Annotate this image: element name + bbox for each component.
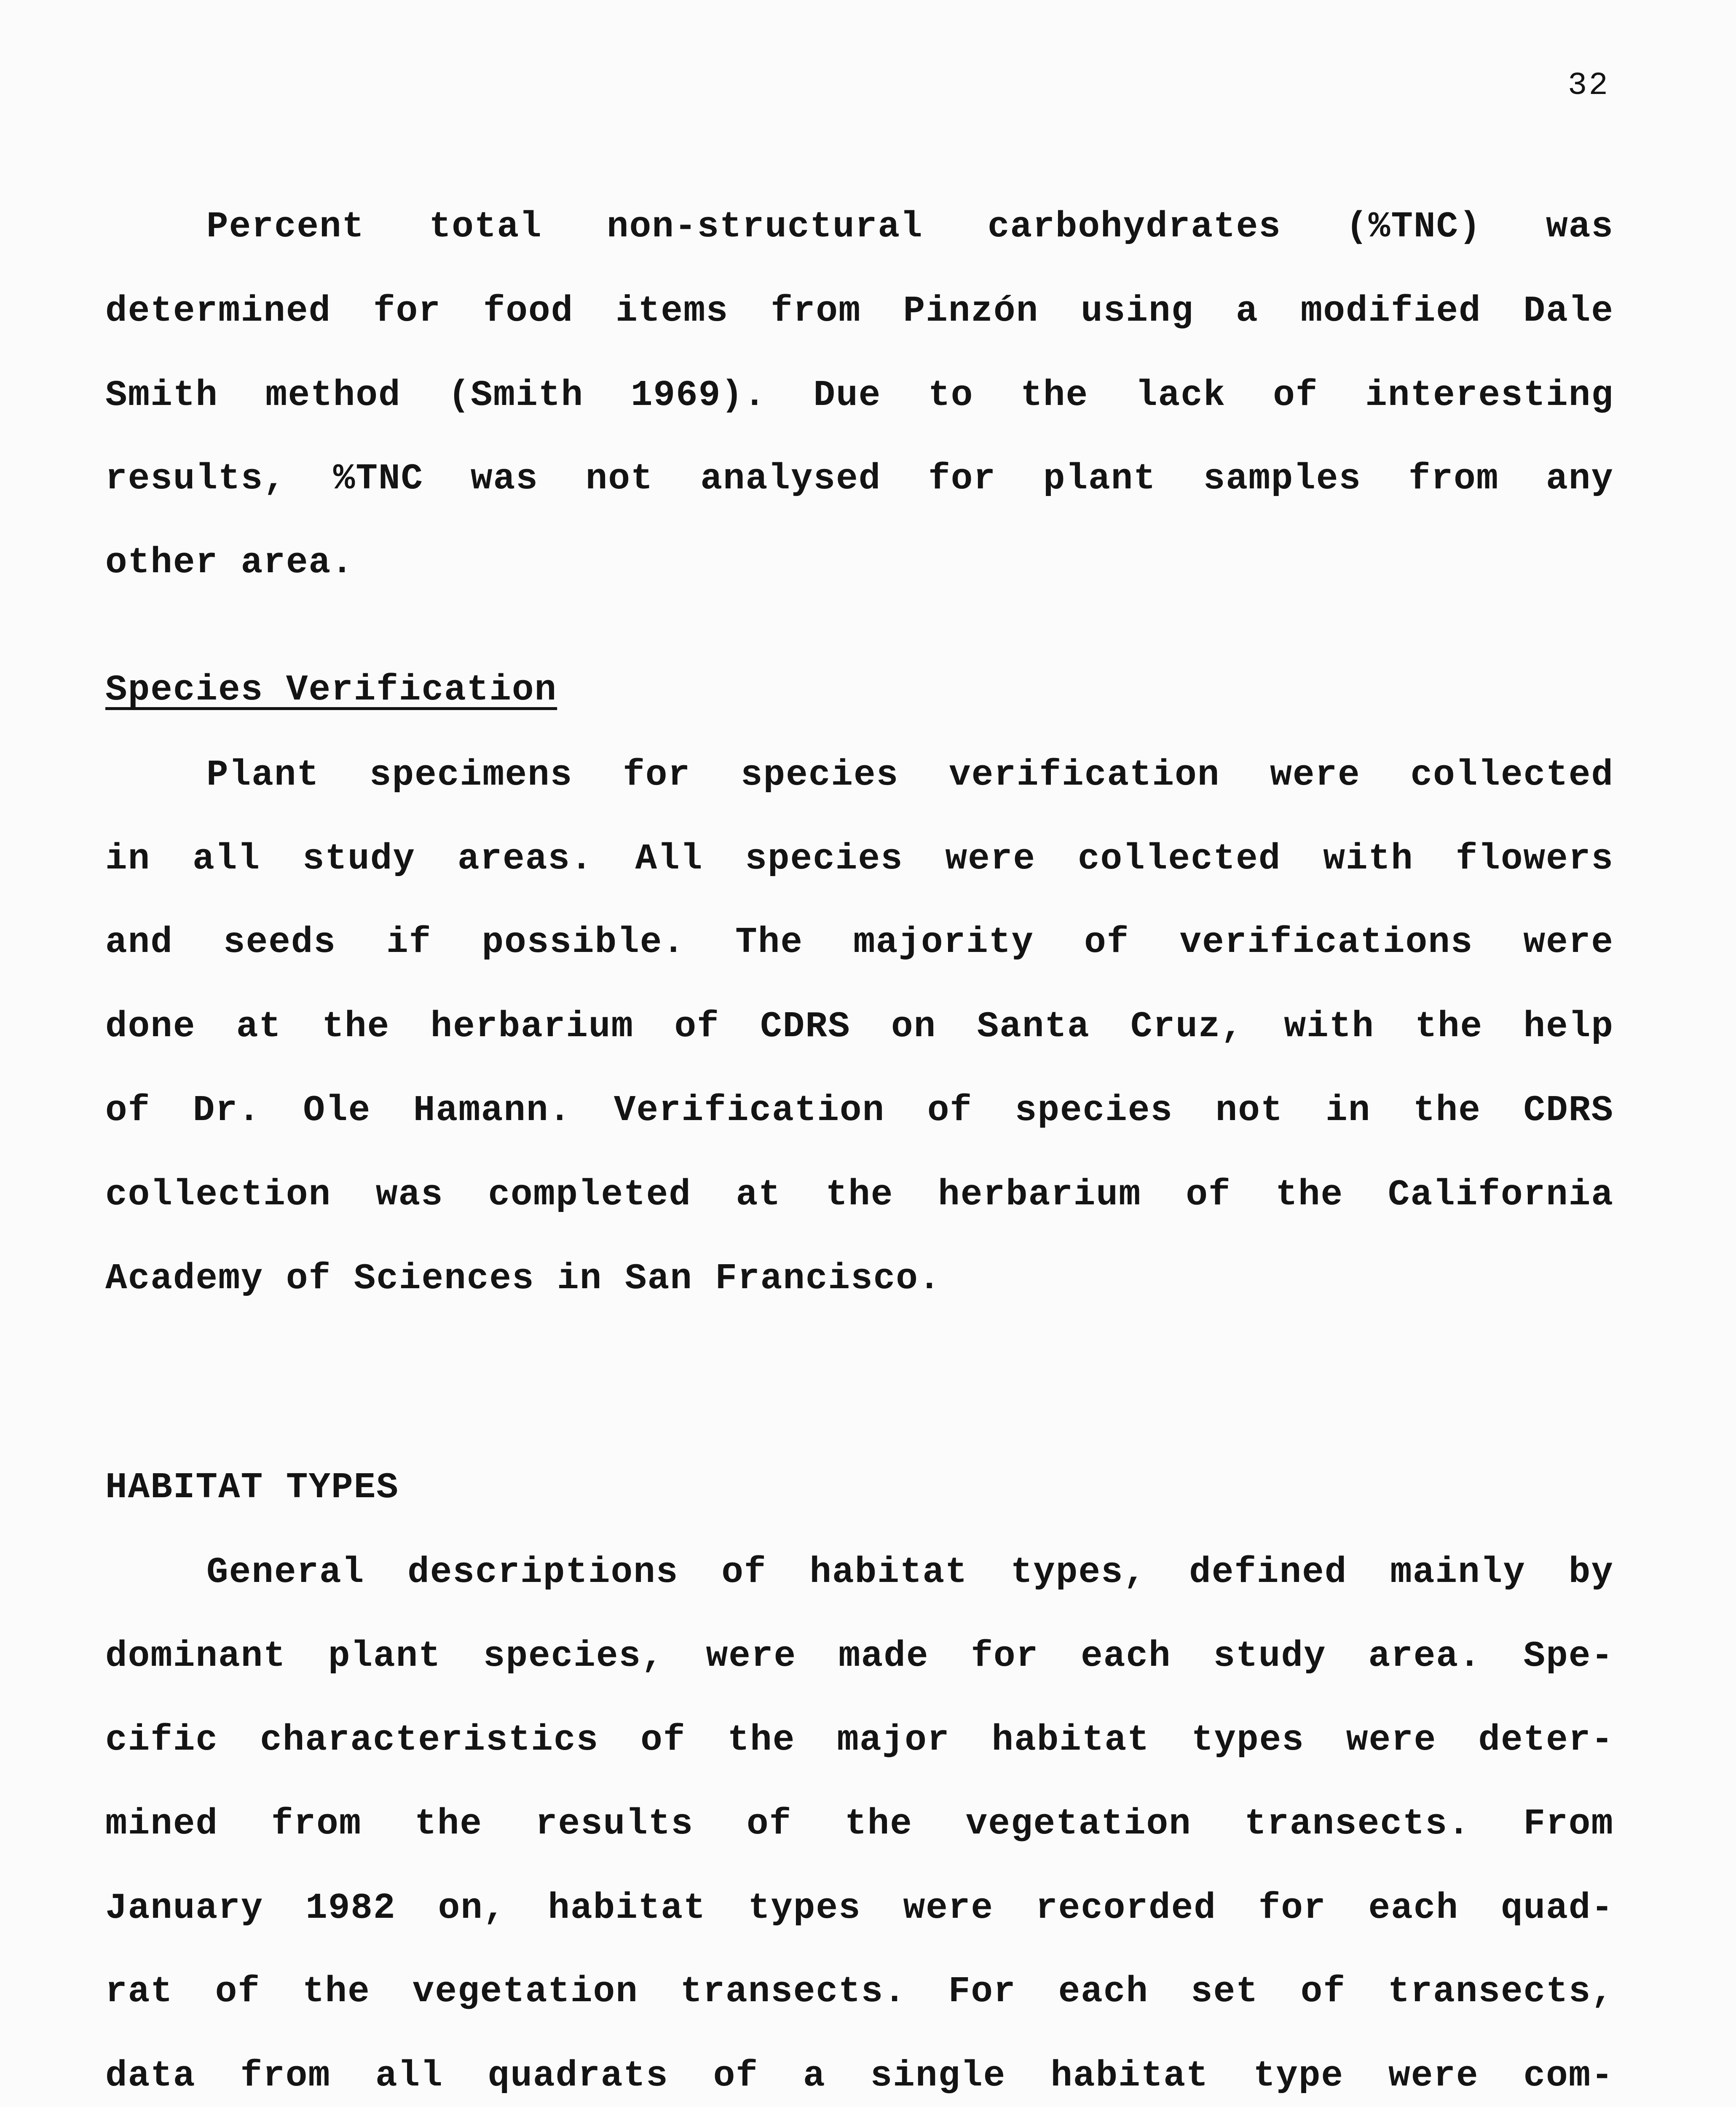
text-line: dominant plant species, were made for each study area. Spe- <box>105 1635 1614 1677</box>
text-line: mined from the results of the vegetation transects. From <box>105 1803 1614 1844</box>
section-heading-species-verification: Species Verification <box>105 669 557 710</box>
text-line: results, %TNC was not analysed for plant samples from any <box>105 458 1614 499</box>
text-line: cific characteristics of the major habitat types were deter- <box>105 1719 1614 1761</box>
text-line: and seeds if possible. The majority of verifications were <box>105 922 1614 963</box>
text-line: Percent total non-structural carbohydrates (%TNC) was <box>206 206 1614 247</box>
text-line: done at the herbarium of CDRS on Santa Cruz, with the help <box>105 1006 1614 1047</box>
text-line: January 1982 on, habitat types were recorded for each quad- <box>105 1887 1614 1929</box>
text-line: rat of the vegetation transects. For each set of transects, <box>105 1971 1614 2012</box>
text-line: collection was completed at the herbarium of the California <box>105 1174 1614 1215</box>
text-line: Smith method (Smith 1969). Due to the lack of interesting <box>105 375 1614 416</box>
text-line: in all study areas. All species were collected with flowers <box>105 838 1614 879</box>
text-line: determined for food items from Pinzón using a modified Dale <box>105 290 1614 332</box>
text-line: Plant specimens for species verification were collected <box>206 754 1614 796</box>
page-number: 32 <box>1567 67 1610 104</box>
section-heading-habitat-types: HABITAT TYPES <box>105 1467 399 1508</box>
text-line: data from all quadrats of a single habitat type were com- <box>105 2055 1614 2096</box>
text-line: Academy of Sciences in San Francisco. <box>105 1258 941 1299</box>
text-line: of Dr. Ole Hamann. Verification of species not in the CDRS <box>105 1090 1614 1131</box>
text-line: General descriptions of habitat types, defined mainly by <box>206 1552 1614 1593</box>
text-line: other area. <box>105 542 354 583</box>
